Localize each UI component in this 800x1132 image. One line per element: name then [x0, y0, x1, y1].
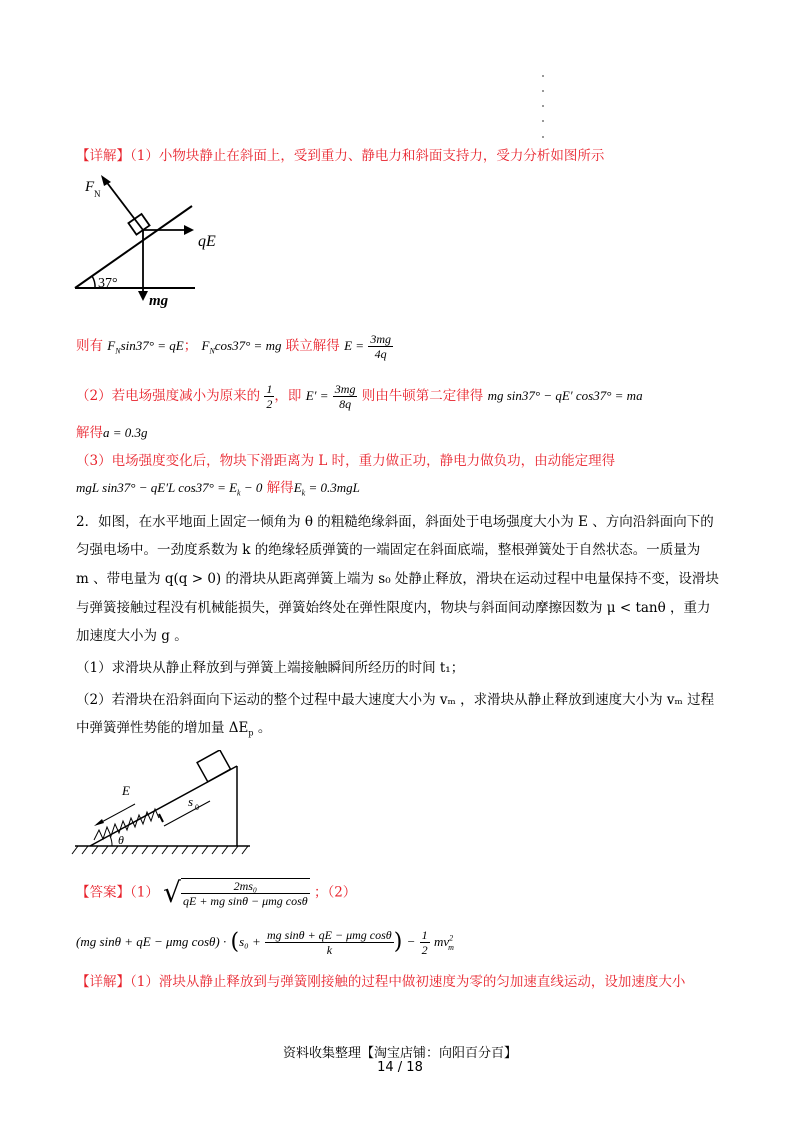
solution1-header	[76, 146, 604, 166]
decorative-dot	[542, 120, 544, 122]
solve-ek: $E_k = 0.3mgL$	[293, 480, 360, 498]
label-s0: s	[188, 794, 194, 809]
label-theta: θ	[118, 833, 124, 847]
decorative-dot	[542, 75, 544, 77]
sqrt-expression: √ $\frac{\text{2ms₀}}{\text{qE + mg sinθ − μmg cosθ}}$	[163, 876, 308, 909]
joint-solve-text: 联立解得	[285, 338, 340, 354]
problem2-line3: m 、带电量为 q(q > 0) 的滑块从距离弹簧上端为 s₀ 处静止释放，滑块在运动过程中电量保持不变，设滑块	[76, 571, 719, 587]
label-fn-sub: N	[94, 189, 101, 199]
problem2-line1: 2．如图，在水平地面上固定一倾角为 θ 的粗糙绝缘斜面，斜面处于电场强度大小为 E 、方向沿斜面向下的	[76, 514, 714, 530]
eprime-fraction: $\frac{3mg}{8q}$	[334, 382, 356, 411]
footer-source: 资料收集整理【淘宝店铺：向阳百分百】	[282, 1046, 517, 1061]
then-have-text: 则有	[76, 338, 103, 354]
e-lhs: E =	[344, 338, 365, 353]
solve-a: a = 0.3g	[103, 425, 148, 440]
decorative-dot	[542, 136, 544, 138]
expr-half: $\frac{1}{2}$	[421, 928, 428, 957]
problem2-q1: （1）求滑块从静止释放到与弹簧上端接触瞬间所经历的时间 t₁；	[76, 660, 465, 676]
part2-mid: ，即	[274, 388, 302, 404]
expr-s0: s₀ +	[239, 934, 261, 949]
problem2-line5: 加速度大小为 g 。	[76, 628, 188, 644]
equations-line1	[76, 332, 393, 362]
equations-line2	[76, 382, 643, 411]
label-fn: F	[85, 179, 95, 195]
problem2-line4: 与弹簧接触过程没有机械能损失，弹簧始终处在弹性限度内，物块与斜面间动摩擦因数为 μ < tanθ ，重力	[76, 600, 711, 616]
half-fraction: $\frac{1}{2}$	[266, 382, 273, 411]
decorative-dot	[542, 90, 544, 92]
label-angle: 37°	[98, 276, 118, 291]
expr-a: (mg sinθ + qE − μmg cosθ) ·	[76, 934, 227, 949]
answer-part1: （1）	[130, 884, 159, 901]
expr-frac: $\frac{\text{mg sinθ + qE − μmg cosθ}}{k}$	[267, 928, 392, 957]
expr-minus: −	[406, 934, 416, 949]
part1-intro: （1）小物块静止在斜面上，受到重力、静电力和斜面支持力，受力分析如图所示	[130, 148, 605, 164]
solve-a-label: 解得	[76, 425, 103, 441]
separator: ；	[183, 338, 198, 354]
label-s0-sub: 0	[195, 803, 199, 812]
detail2-tag: 【详解】	[76, 974, 130, 990]
eprime-lhs: E′ =	[305, 388, 329, 403]
expr-tail: $mv^2_m$	[433, 933, 454, 952]
decorative-dot	[542, 105, 544, 107]
label-mg: mg	[149, 293, 169, 309]
problem2-q2-line2: 中弹簧弹性势能的增加量 $\Delta E_p$ 。	[76, 720, 272, 738]
eq-newton: mg sin37° − qE′ cos37° = ma	[487, 388, 643, 403]
energy-line	[76, 478, 360, 504]
eq1: $F_N\sin 37^\circ$ = qE	[107, 338, 184, 356]
part3-intro: （3）电场强度变化后，物块下滑距离为 L 时，重力做正功，静电力做负功，由动能定理得	[76, 453, 616, 469]
answer2-line1	[76, 878, 356, 908]
force-diagram-incline	[70, 170, 260, 310]
answer-part2: ；（2）	[313, 884, 357, 901]
spring-incline-diagram	[70, 750, 260, 860]
label-e: E	[122, 783, 130, 798]
problem2-line2: 匀强电场中。一劲度系数为 k 的绝缘轻质弹簧的一端固定在斜面底端，整根弹簧处于自然状态。一质量为	[76, 542, 701, 558]
label-qe: qE	[198, 233, 216, 250]
detail-tag: 【详解】	[76, 148, 130, 164]
solve-ek-label: 解得	[266, 480, 294, 496]
page-number: 14 / 18	[377, 1060, 423, 1075]
part2-newton: 则由牛顿第二定律得	[361, 388, 484, 404]
problem2-q2-line1: （2）若滑块在沿斜面向下运动的整个过程中最大速度大小为 vₘ ，求滑块从静止释放到速度大小为 vₘ 过程	[76, 692, 715, 708]
detail2-text: （1）滑块从静止释放到与弹簧刚接触的过程中做初速度为零的匀加速直线运动，设加速度大小	[130, 974, 686, 990]
eq-energy: mgL sin37° − qE′L $\cos 37^\circ = E_k - 0$	[76, 480, 263, 498]
answer2-expression: (mg sinθ + qE − μmg cosθ) · (s₀ + $\frac{\text{mg sinθ + qE − μmg cosθ}}{k}$ ) − $\frac{1}{2}$ $mv^2_m$	[76, 928, 454, 957]
solve-a-line	[76, 423, 148, 443]
part2-intro: （2）若电场强度减小为原来的	[76, 388, 261, 404]
answer-tag: 【答案】	[76, 884, 130, 901]
eq2: $F_N\cos 37^\circ$ = mg	[201, 338, 282, 356]
e-fraction: $\frac{3mg}{4q}$	[370, 332, 392, 361]
detail2-line	[76, 972, 685, 992]
